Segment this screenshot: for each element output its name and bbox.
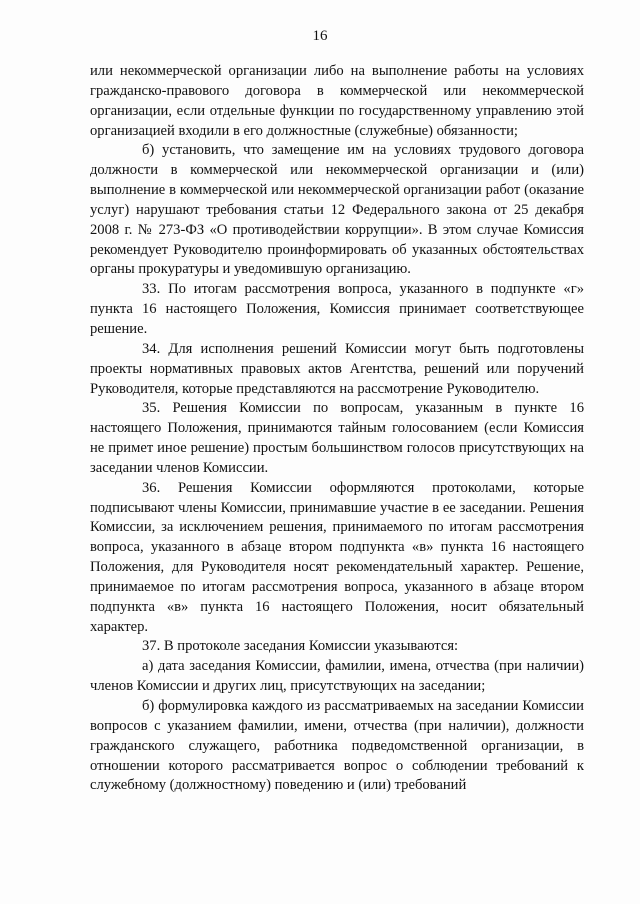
body-text	[90, 62, 584, 796]
paragraph-subitem-b: б) установить, что замещение им на условиях трудового договора должности в коммерческой или некоммерческой организации и (или) выполнение в коммерческой или некоммерческой организации работ (оказание услуг) нарушают требования статьи 12 Федерального закона от 25 декабря 2008 г. № 273-ФЗ «О противодействии коррупции». В этом случае Комиссия рекомендует Руководителю проинформировать об указанных обстоятельствах органы прокуратуры и уведомившую организацию.	[90, 142, 584, 278]
paragraph-37-b: б) формулировка каждого из рассматриваемых на заседании Комиссии вопросов с указанием фамилии, имени, отчества (при наличии), должности гражданского служащего, работника подведомственной организации, в отношении которого рассматривается вопрос о соблюдении требований к служебному (должностному) поведению и (или) требований	[90, 698, 584, 794]
paragraph-35: 35. Решения Комиссии по вопросам, указанным в пункте 16 настоящего Положения, принимаются тайным голосованием (если Комиссия не примет иное решение) простым большинством голосов присутствующих на заседании членов Комиссии.	[90, 400, 584, 476]
paragraph-36: 36. Решения Комиссии оформляются протоколами, которые подписывают члены Комиссии, принимавшие участие в ее заседании. Решения Комиссии, за исключением решения, принимаемого по итогам рассмотрения вопроса, указанного в абзаце втором подпункта «в» пункта 16 настоящего Положения, для Руководителя носят рекомендательный характер. Решение, принимаемое по итогам рассмотрения вопроса, указанного в абзаце втором подпункта «в» пункта 16 настоящего Положения, носит обязательный характер.	[90, 479, 584, 635]
paragraph-34: 34. Для исполнения решений Комиссии могут быть подготовлены проекты нормативных правовых актов Агентства, решений или поручений Руководителя, которые представляются на рассмотрение Руководителю.	[90, 340, 584, 397]
page-number: 16	[312, 28, 328, 44]
paragraph-37-a: а) дата заседания Комиссии, фамилии, имена, отчества (при наличии) членов Комиссии и других лиц, присутствующих на заседании;	[90, 658, 584, 695]
paragraph-continuation: или некоммерческой организации либо на выполнение работы на условиях гражданско-правового договора в коммерческой или некоммерческой организации, если отдельные функции по государственному управлению этой организацией входили в его должностные (служебные) обязанности;	[90, 63, 584, 139]
paragraph-37: 37. В протоколе заседания Комиссии указываются:	[142, 638, 459, 655]
paragraph-33: 33. По итогам рассмотрения вопроса, указанного в подпункте «г» пункта 16 настоящего Положения, Комиссия принимает соответствующее решение.	[90, 281, 584, 337]
